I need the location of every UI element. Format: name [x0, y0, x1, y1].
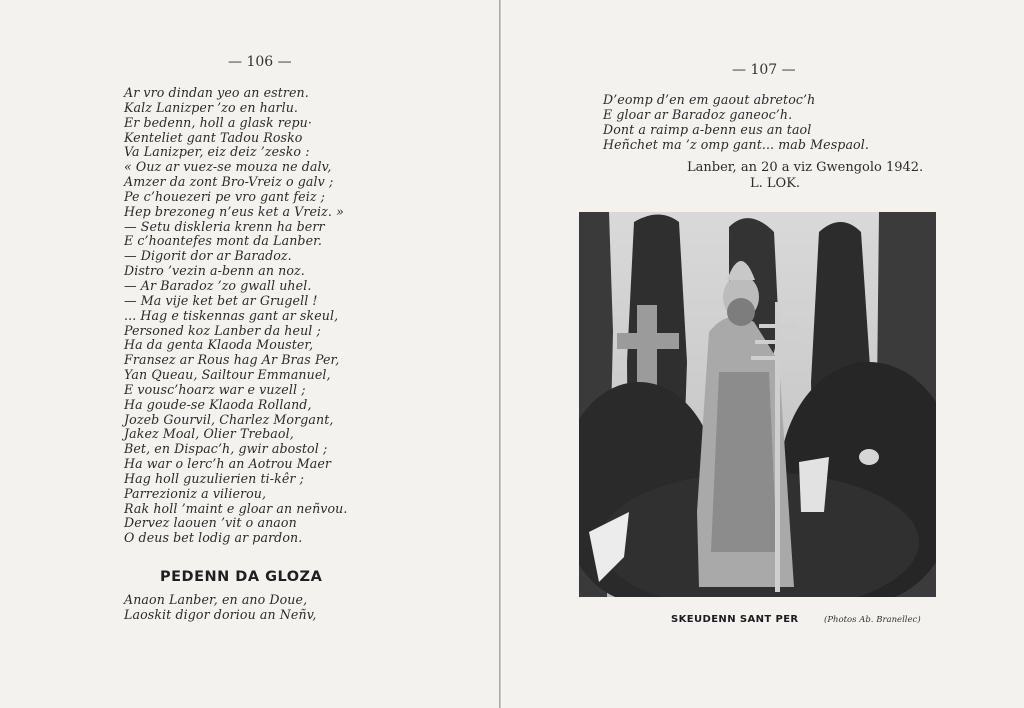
poem-line: Hag holl guzulierien ti-kêr ;	[124, 470, 304, 486]
poem-line: O deus bet lodig ar pardon.	[124, 530, 303, 546]
page-number-right: — 107 —	[732, 62, 796, 78]
poem-line: — Ar Baradoz ’zo gwall uhel.	[124, 277, 312, 293]
poem-line: Va Lanizper, eiz deiz ’zesko :	[124, 144, 310, 160]
poem-line: Kalz Lanizper ’zo en harlu.	[124, 99, 299, 115]
right-page	[502, 0, 1024, 708]
poem-line: Ar vro dindan yeo an estren.	[124, 85, 309, 100]
poem-line: Pe c’houezeri pe vro gant feiz ;	[124, 188, 326, 204]
saint-peter-photo	[579, 212, 936, 597]
poem-line: — Digorit dor ar Baradoz.	[124, 248, 292, 264]
poem-line: — Ma vije ket bet ar Grugell !	[124, 292, 318, 308]
poem-line: E gloar ar Baradoz ganeoc’h.	[603, 106, 793, 122]
poem-line: Rak holl ’maint e gloar an neñvou.	[124, 500, 348, 516]
left-page	[0, 0, 500, 708]
poem-line: Ha goude-se Klaoda Rolland,	[124, 396, 312, 412]
poem-line: Heñchet ma ’z omp gant... mab Mespaol.	[603, 136, 869, 152]
poem-line: Anaon Lanber, en ano Doue,	[124, 592, 308, 607]
poem-line: Jozeb Gourvil, Charlez Morgant,	[124, 411, 334, 427]
poem-line: Jakez Moal, Olier Trebaol,	[124, 426, 294, 442]
poem-text	[124, 86, 348, 546]
poem-line: E vousc’hoarz war e vuzell ;	[124, 381, 306, 397]
poem-line: Personed koz Lanber da heul ;	[124, 322, 321, 338]
poem-line: ... Hag e tiskennas gant ar skeul,	[124, 307, 339, 323]
poem-line: Parrezioniz a vilierou,	[124, 485, 267, 501]
poem-line: Er bedenn, holl a glask repu·	[124, 114, 312, 130]
poem-line: Kenteliet gant Tadou Rosko	[124, 129, 303, 145]
poem-line: Amzer da zont Bro-Vreiz o galv ;	[124, 174, 334, 190]
poem-line: « Ouz ar vuez-se mouza ne dalv,	[124, 159, 332, 175]
poem-line: Dont a raimp a-benn eus an taol	[603, 121, 812, 137]
poem-line: — Setu diskleria krenn ha berr	[124, 218, 325, 234]
signature-name: L. LOK.	[750, 176, 801, 191]
poem-line: Distro ’vezin a-benn an noz.	[124, 263, 305, 279]
poem-line: Ha war o lerc’h an Aotrou Maer	[124, 456, 332, 472]
photo-caption: SKEUDENN SANT PER	[671, 614, 799, 625]
photo-credit: (Photos Ab. Branellec)	[824, 615, 921, 625]
poem-line: Bet, en Dispac’h, gwir abostol ;	[124, 441, 328, 457]
poem-line: Fransez ar Rous hag Ar Bras Per,	[124, 352, 340, 368]
poem-line: Laoskit digor doriou an Neñv,	[124, 606, 317, 622]
poem-line: Dervez laouen ’vit o anaon	[124, 515, 297, 531]
poem-line: Yan Queau, Sailtour Emmanuel,	[124, 367, 331, 383]
section-heading: PEDENN DA GLOZA	[160, 569, 323, 585]
poem-line: Hep brezoneg n’eus ket a Vreiz. »	[124, 203, 344, 219]
signature-date: Lanber, an 20 a viz Gwengolo 1942.	[687, 160, 924, 175]
book-spine	[499, 0, 501, 708]
poem-line: E c’hoantefes mont da Lanber.	[124, 233, 322, 249]
poem-line: Ha da genta Klaoda Mouster,	[124, 337, 314, 353]
poem-line: D’eomp d’en em gaout abretoc’h	[603, 92, 816, 107]
closing-verse	[603, 93, 869, 152]
prayer-text	[124, 593, 317, 623]
page-number-left: — 106 —	[228, 54, 292, 70]
